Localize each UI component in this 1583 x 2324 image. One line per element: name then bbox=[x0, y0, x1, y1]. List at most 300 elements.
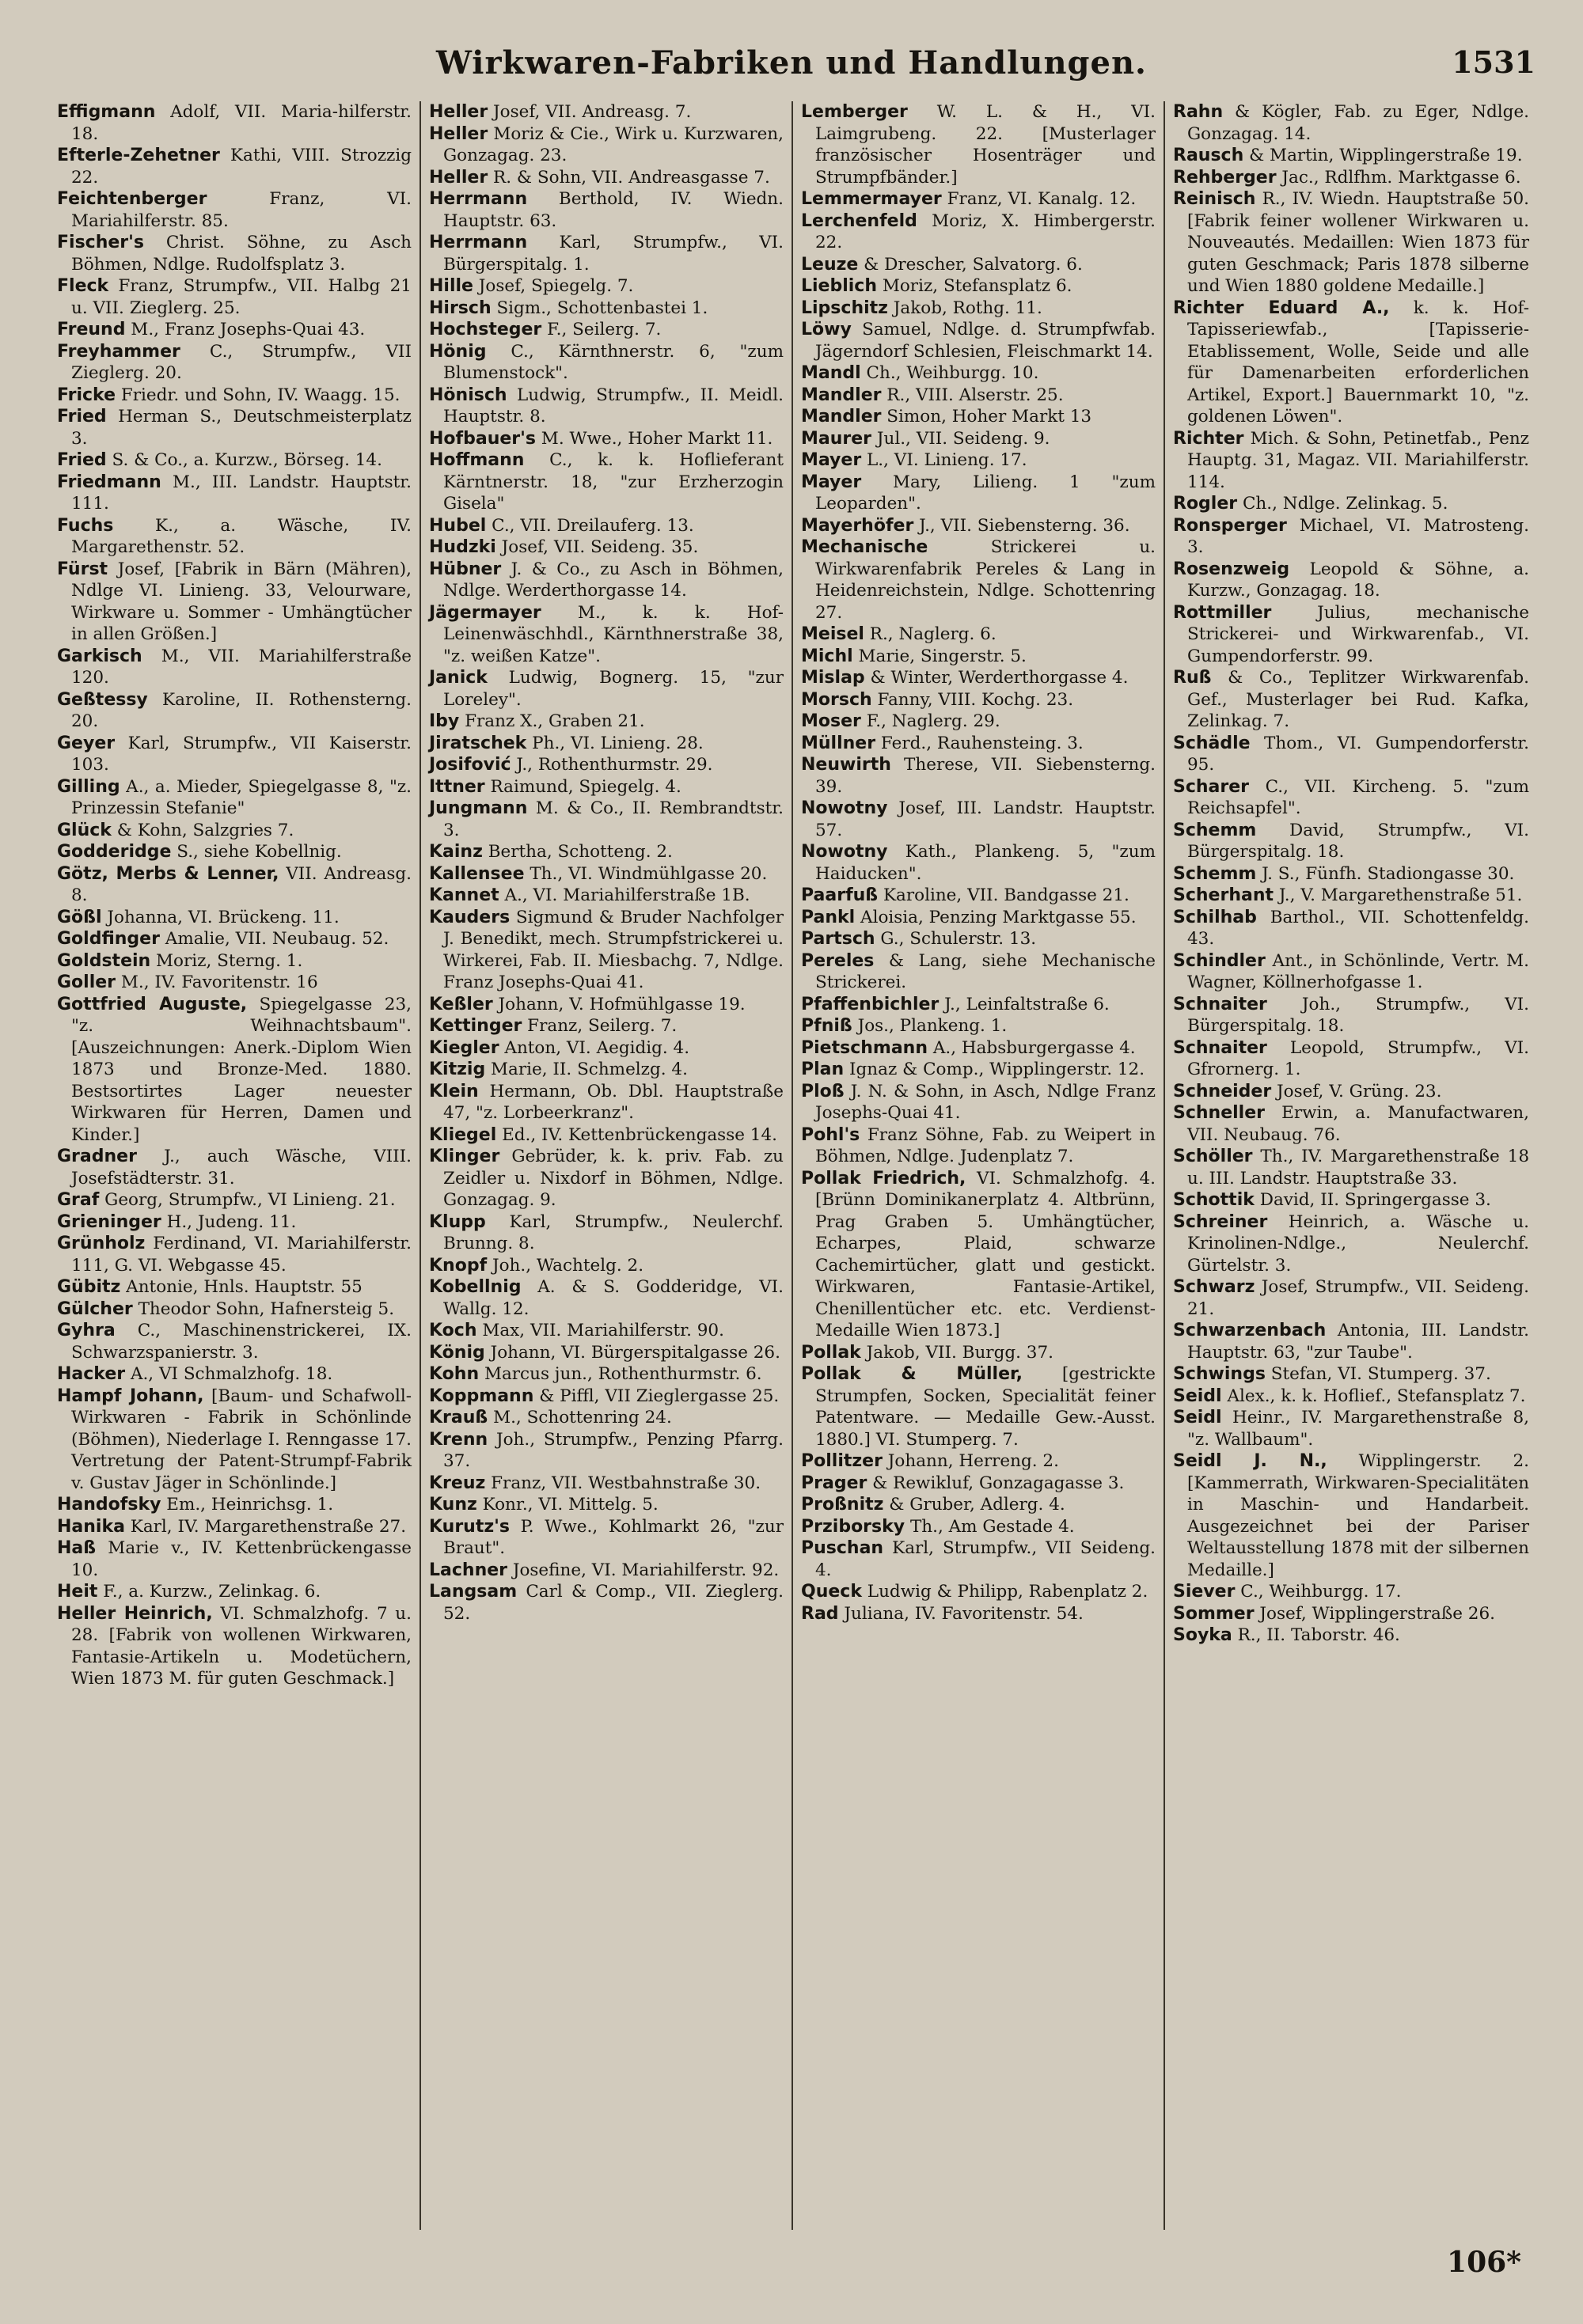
directory-entry bbox=[801, 928, 1156, 950]
entry-name: Fried bbox=[57, 450, 107, 470]
entry-details: Ferdinand, VI. Mariahilferstr. 111, G. VI. Webgasse 45. bbox=[71, 1234, 412, 1276]
directory-entry bbox=[57, 733, 412, 776]
entry-name: Gülcher bbox=[57, 1298, 133, 1319]
entry-details: J., Leinfaltstraße 6. bbox=[939, 994, 1110, 1014]
entry-details: Gebrüder, k. k. priv. Fab. zu Zeidler u. Nixdorf in Böhmen, Ndlge. Gonzagag. 9. bbox=[443, 1147, 784, 1210]
entry-name: Heller Heinrich, bbox=[57, 1603, 213, 1624]
entry-details: Antonie, Hnls. Hauptstr. 55 bbox=[120, 1277, 363, 1297]
entry-name: Meisel bbox=[801, 624, 864, 644]
directory-entry bbox=[57, 1581, 412, 1603]
directory-entry bbox=[1173, 1603, 1529, 1625]
entry-name: Scharer bbox=[1173, 776, 1250, 797]
directory-entry bbox=[801, 1037, 1156, 1060]
entry-details: A., a. Mieder, Spiegelgasse 8, "z. Prinzessin Stefanie" bbox=[71, 776, 412, 818]
entry-name: Fried bbox=[57, 407, 107, 427]
directory-entry bbox=[429, 754, 784, 776]
directory-entry bbox=[429, 1015, 784, 1037]
directory-entry bbox=[57, 341, 412, 385]
entry-name: Pfaffenbichler bbox=[801, 994, 940, 1014]
directory-entry bbox=[429, 1429, 784, 1473]
directory-entry bbox=[57, 449, 412, 472]
entry-name: Hudzki bbox=[429, 537, 496, 557]
directory-entry bbox=[1173, 1407, 1529, 1450]
directory-entry bbox=[801, 1603, 1156, 1625]
entry-name: Glück bbox=[57, 820, 112, 840]
directory-entry bbox=[429, 167, 784, 189]
entry-details: M., III. Landstr. Hauptstr. 111. bbox=[71, 472, 412, 514]
entry-details: Franz, VI. Mariahilferstr. 85. bbox=[71, 189, 412, 231]
entry-details: J. N. & Sohn, in Asch, Ndlge Franz Josephs-Quai 41. bbox=[815, 1081, 1156, 1123]
entry-details: Stefan, VI. Stumperg. 37. bbox=[1265, 1364, 1491, 1384]
entry-details: David, II. Springergasse 3. bbox=[1254, 1190, 1491, 1210]
directory-entry bbox=[57, 841, 412, 863]
directory-entry bbox=[1173, 559, 1529, 602]
entry-details: Ph., VI. Linieng. 28. bbox=[526, 733, 704, 753]
directory-entry bbox=[429, 863, 784, 885]
entry-name: Lachner bbox=[429, 1560, 507, 1580]
entry-details: Adolf, VII. Maria-hilferstr. 18. bbox=[71, 102, 412, 144]
entry-details: & Piffl, VII Zieglergasse 25. bbox=[533, 1386, 780, 1406]
directory-entry bbox=[1173, 950, 1529, 994]
entry-details: C., VII. Dreilauferg. 13. bbox=[486, 515, 694, 536]
entry-name: Hanika bbox=[57, 1516, 125, 1537]
directory-entry bbox=[57, 1146, 412, 1189]
entry-details: Alex., k. k. Hoflief., Stefansplatz 7. bbox=[1221, 1386, 1526, 1406]
entry-name: Ploß bbox=[801, 1081, 845, 1101]
entry-name: Schemm bbox=[1173, 820, 1257, 840]
entry-details: k. k. Hof-Tapisseriewfab., [Tapisserie-Etablissement, Wolle, Seide und alle für Damenarbeiten erforderlichen Artikel, Export.] Bauernmarkt 10, "z. goldenen Löwen". bbox=[1187, 298, 1529, 427]
directory-entry bbox=[429, 449, 784, 515]
entry-details: Juliana, IV. Favoritenstr. 54. bbox=[838, 1603, 1084, 1624]
directory-entry bbox=[57, 1298, 412, 1321]
entry-details: Em., Heinrichsg. 1. bbox=[161, 1495, 334, 1515]
entry-details: Erwin, a. Manufactwaren, VII. Neubaug. 76. bbox=[1187, 1103, 1529, 1145]
entry-name: Hampf Johann, bbox=[57, 1386, 204, 1406]
page-number: 1531 bbox=[1452, 44, 1536, 80]
entry-details: J. S., Fünfh. Stadiongasse 30. bbox=[1256, 863, 1515, 884]
entry-name: Jungmann bbox=[429, 798, 528, 818]
entry-details: F., Seilerg. 7. bbox=[541, 320, 662, 339]
entry-name: Prziborsky bbox=[801, 1516, 905, 1537]
directory-entry bbox=[801, 1363, 1156, 1450]
entry-details: Joh., Strumpfw., VI. Bürgerspitalg. 18. bbox=[1187, 994, 1529, 1036]
entry-name: Schwings bbox=[1173, 1364, 1266, 1384]
entry-details: Karoline, VII. Bandgasse 21. bbox=[878, 885, 1129, 905]
directory-entry bbox=[801, 515, 1156, 537]
entry-name: Pfniß bbox=[801, 1016, 852, 1036]
entry-name: Lieblich bbox=[801, 276, 878, 296]
entry-name: Richter Eduard A., bbox=[1173, 298, 1390, 318]
directory-entry bbox=[57, 101, 412, 145]
entry-details: Jakob, VII. Burgg. 37. bbox=[860, 1342, 1053, 1363]
entry-details: Sigmund & Bruder Nachfolger J. Benedikt, mech. Strumpfstrickerei u. Wirkerei, Fab. II. Miesbachg. 7, Ndlge. Franz Josephs-Quai 41. bbox=[443, 907, 784, 992]
entry-name: Kliegel bbox=[429, 1124, 497, 1145]
entry-details: Carl & Comp., VII. Zieglerg. 52. bbox=[443, 1582, 784, 1624]
entry-name: Klupp bbox=[429, 1211, 486, 1232]
entry-details: Amalie, VII. Neubaug. 52. bbox=[159, 929, 389, 949]
directory-entry bbox=[801, 1537, 1156, 1581]
entry-name: Kitzig bbox=[429, 1060, 486, 1079]
entry-details: Heinrich, a. Wäsche u. Krinolinen-Ndlge., Neulerchf. Gürtelstr. 3. bbox=[1187, 1211, 1529, 1276]
directory-entry bbox=[429, 1342, 784, 1364]
entry-details: & Lang, siehe Mechanische Strickerei. bbox=[815, 950, 1156, 992]
directory-entry bbox=[57, 1494, 412, 1516]
entry-name: Hönisch bbox=[429, 385, 507, 405]
entry-name: Müllner bbox=[801, 733, 876, 753]
entry-details: Josef, Strumpfw., VII. Seideng. 21. bbox=[1187, 1277, 1529, 1319]
entry-name: Janick bbox=[429, 668, 488, 688]
directory-entry bbox=[801, 101, 1156, 188]
entry-name: Maurer bbox=[801, 428, 872, 449]
entry-details: A., Habsburgergasse 4. bbox=[928, 1037, 1136, 1058]
directory-entry bbox=[801, 406, 1156, 428]
entry-name: Proßnitz bbox=[801, 1495, 884, 1515]
entry-name: Partsch bbox=[801, 929, 875, 949]
entry-details: S. & Co., a. Kurzw., Börseg. 14. bbox=[106, 450, 382, 470]
entry-name: Rogler bbox=[1173, 494, 1238, 514]
directory-entry bbox=[57, 1233, 412, 1276]
entry-details: Mary, Lilieng. 1 "zum Leoparden". bbox=[815, 472, 1156, 514]
entry-details: Josef, III. Landstr. Hauptstr. 57. bbox=[815, 798, 1156, 840]
entry-details: R., IV. Wiedn. Hauptstraße 50. [Fabrik feiner wollener Wirkwaren u. Nouveautés. Medaillen: Wien 1873 für guten Geschmack; Paris 1878 silberne und Wien 1880 goldene Medaille.] bbox=[1187, 189, 1529, 296]
directory-entry bbox=[1173, 1146, 1529, 1189]
entry-name: Herrmann bbox=[429, 189, 528, 209]
directory-entry bbox=[801, 1450, 1156, 1473]
directory-entry bbox=[57, 145, 412, 188]
directory-entry bbox=[429, 101, 784, 123]
directory-entry bbox=[57, 1211, 412, 1234]
directory-entry bbox=[801, 950, 1156, 994]
entry-name: Löwy bbox=[801, 320, 852, 339]
directory-entry bbox=[429, 341, 784, 385]
directory-entry bbox=[801, 298, 1156, 320]
directory-entry bbox=[801, 798, 1156, 841]
entry-details: M., Schottenring 24. bbox=[488, 1408, 672, 1427]
directory-entry bbox=[801, 385, 1156, 407]
entry-details: Ludwig, Bognerg. 15, "zur Loreley". bbox=[443, 668, 784, 710]
entry-details: C., Strumpfw., VII Zieglerg. 20. bbox=[71, 341, 412, 383]
entry-details: Samuel, Ndlge. d. Strumpfwfab. Jägerndorf Schlesien, Fleischmarkt 14. bbox=[815, 320, 1156, 362]
entry-name: Effigmann bbox=[57, 102, 156, 122]
entry-details: & Kohn, Salzgries 7. bbox=[111, 820, 294, 840]
signature-mark: 106* bbox=[1447, 2246, 1521, 2279]
entry-details: J., VII. Siebensterng. 36. bbox=[913, 515, 1130, 536]
entry-details: Berthold, IV. Wiedn. Hauptstr. 63. bbox=[443, 189, 784, 231]
directory-entry bbox=[57, 1386, 412, 1495]
directory-entry bbox=[429, 1516, 784, 1560]
entry-details: R., II. Taborstr. 46. bbox=[1232, 1625, 1400, 1645]
entry-name: Nowotny bbox=[801, 842, 888, 862]
entry-name: Schneller bbox=[1173, 1103, 1265, 1123]
entry-name: Morsch bbox=[801, 689, 872, 710]
directory-entry bbox=[429, 232, 784, 275]
entry-name: Rottmiller bbox=[1173, 602, 1272, 623]
entry-name: Ronsperger bbox=[1173, 515, 1287, 536]
entry-details: Konr., VI. Mittelg. 5. bbox=[476, 1495, 659, 1515]
directory-entry bbox=[57, 863, 412, 907]
entry-details: Heinr., IV. Margarethenstraße 8, "z. Wallbaum". bbox=[1187, 1408, 1529, 1450]
directory-entry bbox=[1173, 733, 1529, 776]
entry-name: Rosenzweig bbox=[1173, 559, 1290, 579]
directory-entry bbox=[57, 994, 412, 1147]
entry-details: C., Maschinenstrickerei, IX. Schwarzspanierstr. 3. bbox=[71, 1321, 412, 1363]
directory-entry bbox=[1173, 820, 1529, 863]
entry-details: Marie v., IV. Kettenbrückengasse 10. bbox=[71, 1538, 412, 1580]
entry-details: H., Judeng. 11. bbox=[161, 1211, 297, 1232]
entry-name: Schnaiter bbox=[1173, 994, 1267, 1014]
entry-name: Heller bbox=[429, 123, 488, 144]
entry-name: Heller bbox=[429, 102, 488, 122]
entry-name: Friedmann bbox=[57, 472, 161, 492]
entry-details: VI. Schmalzhofg. 7 u. 28. [Fabrik von wollenen Wirkwaren, Fantasie-Artikeln u. Modetüchern, Wien 1873 M. für guten Geschmack.] bbox=[71, 1603, 412, 1689]
entry-name: Schädle bbox=[1173, 733, 1251, 753]
entry-details: Marie, II. Schmelzg. 4. bbox=[485, 1060, 688, 1079]
directory-entry bbox=[1173, 776, 1529, 820]
entry-name: Pollak Friedrich, bbox=[801, 1168, 966, 1189]
entry-name: Mandl bbox=[801, 363, 861, 383]
entry-details: C., VII. Kircheng. 5. "zum Reichsapfel". bbox=[1187, 776, 1529, 818]
directory-entry bbox=[801, 754, 1156, 798]
entry-name: Fricke bbox=[57, 385, 116, 405]
entry-details: Ch., Weihburgg. 10. bbox=[860, 363, 1039, 383]
entry-name: Schindler bbox=[1173, 950, 1266, 971]
entry-name: Paarfuß bbox=[801, 885, 879, 905]
entry-name: Hochsteger bbox=[429, 320, 542, 339]
directory-entry bbox=[57, 972, 412, 994]
entry-name: Mayerhöfer bbox=[801, 515, 914, 536]
entry-name: Heit bbox=[57, 1582, 98, 1602]
entry-name: Gradner bbox=[57, 1147, 137, 1166]
entry-name: Haß bbox=[57, 1538, 97, 1558]
directory-entry bbox=[429, 319, 784, 341]
entry-name: Grieninger bbox=[57, 1211, 161, 1232]
entry-name: Fischer's bbox=[57, 233, 144, 252]
entry-name: Jägermayer bbox=[429, 602, 541, 623]
entry-details: Mich. & Sohn, Petinetfab., Penz Hauptg. 31, Magaz. VII. Mariahilferstr. 114. bbox=[1187, 428, 1529, 492]
directory-entry bbox=[429, 1320, 784, 1342]
entry-details: Ferd., Rauhensteing. 3. bbox=[875, 733, 1084, 753]
entry-details: David, Strumpfw., VI. Bürgerspitalg. 18. bbox=[1187, 820, 1529, 862]
directory-entry bbox=[1173, 907, 1529, 950]
entry-details: Josefine, VI. Mariahilferstr. 92. bbox=[507, 1560, 780, 1580]
directory-entry bbox=[57, 646, 412, 689]
entry-name: Rehberger bbox=[1173, 167, 1277, 188]
directory-entry bbox=[429, 1059, 784, 1081]
entry-name: Schnaiter bbox=[1173, 1037, 1267, 1058]
directory-entry bbox=[801, 1124, 1156, 1168]
entry-details: & Gruber, Adlerg. 4. bbox=[883, 1495, 1065, 1515]
directory-entry bbox=[429, 1124, 784, 1147]
directory-entry bbox=[429, 711, 784, 733]
entry-details: Josef, Wipplingerstraße 26. bbox=[1254, 1603, 1495, 1624]
directory-entry bbox=[429, 885, 784, 907]
directory-entry bbox=[1173, 1363, 1529, 1386]
entry-details: Therese, VII. Siebensterng. 39. bbox=[815, 755, 1156, 797]
entry-details: Friedr. und Sohn, IV. Waagg. 15. bbox=[116, 385, 400, 405]
entry-name: Kreuz bbox=[429, 1473, 486, 1493]
directory-entry bbox=[57, 776, 412, 820]
directory-entry bbox=[57, 1363, 412, 1386]
entry-name: Keßler bbox=[429, 994, 493, 1014]
directory-entry bbox=[429, 1037, 784, 1060]
directory-entry bbox=[801, 472, 1156, 515]
entry-name: Mislap bbox=[801, 668, 865, 688]
entry-details: & Winter, Werderthorgasse 4. bbox=[864, 668, 1129, 688]
entry-details: Theodor Sohn, Hafnersteig 5. bbox=[132, 1298, 395, 1319]
column-1 bbox=[49, 101, 421, 2230]
directory-entry bbox=[429, 1473, 784, 1495]
entry-details: Franz Söhne, Fab. zu Weipert in Böhmen, Ndlge. Judenplatz 7. bbox=[815, 1124, 1156, 1166]
directory-entry bbox=[1173, 1276, 1529, 1320]
directory-entry bbox=[57, 406, 412, 449]
directory-entry bbox=[1173, 101, 1529, 145]
entry-details: Strickerei u. Wirkwarenfabrik Pereles & Lang in Heidenreichstein, Ndlge. Schottenring 27. bbox=[815, 537, 1156, 623]
entry-details: Th., IV. Margarethenstraße 18 u. III. Landstr. Hauptstraße 33. bbox=[1187, 1147, 1529, 1189]
entry-name: Gottfried Auguste, bbox=[57, 994, 248, 1014]
entry-details: & Co., Teplitzer Wirkwarenfab. Gef., Musterlager bei Rud. Kafka, Zelinkag. 7. bbox=[1187, 668, 1529, 731]
entry-details: J., auch Wäsche, VIII. Josefstädterstr. 31. bbox=[71, 1147, 412, 1189]
directory-entry bbox=[801, 841, 1156, 885]
entry-details: J., Rothenthurmstr. 29. bbox=[511, 755, 713, 775]
entry-name: Pankl bbox=[801, 907, 856, 927]
entry-name: Neuwirth bbox=[801, 755, 891, 775]
entry-name: König bbox=[429, 1342, 485, 1363]
entry-name: Pollak & Müller, bbox=[801, 1364, 1023, 1384]
entry-name: Plan bbox=[801, 1060, 845, 1079]
entry-details: A. & S. Godderidge, VI. Wallg. 12. bbox=[443, 1277, 784, 1319]
entry-details: Jac., Rdlfhm. Marktgasse 6. bbox=[1276, 167, 1521, 188]
entry-name: Ittner bbox=[429, 776, 485, 797]
directory-entry bbox=[801, 319, 1156, 362]
entry-details: Th., VI. Windmühlgasse 20. bbox=[524, 863, 768, 884]
entry-name: Lemmermayer bbox=[801, 189, 942, 209]
directory-entry bbox=[1173, 1189, 1529, 1211]
entry-name: Scherhant bbox=[1173, 885, 1274, 905]
entry-name: Garkisch bbox=[57, 646, 142, 666]
entry-details: Franz, Seilerg. 7. bbox=[522, 1016, 678, 1036]
directory-entry bbox=[1173, 1320, 1529, 1363]
directory-entry bbox=[801, 646, 1156, 668]
entry-name: Herrmann bbox=[429, 233, 528, 252]
directory-entry bbox=[801, 1168, 1156, 1342]
entry-name: Moser bbox=[801, 711, 861, 731]
entry-name: Rad bbox=[801, 1603, 839, 1624]
entry-name: Koch bbox=[429, 1321, 477, 1340]
directory-entry bbox=[801, 536, 1156, 624]
directory-entry bbox=[1173, 1081, 1529, 1103]
entry-name: Kurutz's bbox=[429, 1516, 510, 1537]
entry-details: Jul., VII. Seideng. 9. bbox=[871, 428, 1050, 449]
entry-name: Hübner bbox=[429, 559, 502, 579]
entry-name: Knopf bbox=[429, 1255, 488, 1276]
entry-name: Heller bbox=[429, 167, 488, 188]
directory-entry bbox=[801, 1494, 1156, 1516]
entry-name: Kainz bbox=[429, 842, 483, 862]
entry-details: Ant., in Schönlinde, Vertr. M. Wagner, Köllnerhofgasse 1. bbox=[1187, 950, 1529, 992]
entry-name: Seidl J. N., bbox=[1173, 1451, 1327, 1471]
entry-name: Grünholz bbox=[57, 1234, 146, 1253]
directory-entry bbox=[429, 841, 784, 863]
entry-name: Gyhra bbox=[57, 1321, 116, 1340]
entry-details: Anton, VI. Aegidig. 4. bbox=[499, 1037, 690, 1058]
entry-name: Klein bbox=[429, 1081, 479, 1101]
directory-entry bbox=[57, 559, 412, 646]
entry-details: Karl, Strumpfw., VII Kaiserstr. 103. bbox=[71, 733, 412, 775]
directory-entry bbox=[429, 602, 784, 668]
directory-entry bbox=[801, 1473, 1156, 1495]
entry-details: Karl, Strumpfw., Neulerchf. Brunng. 8. bbox=[443, 1211, 784, 1253]
entry-name: Graf bbox=[57, 1190, 100, 1210]
entry-name: Kauders bbox=[429, 907, 511, 927]
directory-entry bbox=[429, 1386, 784, 1408]
directory-entry bbox=[429, 1255, 784, 1277]
entry-name: Efterle-Zehetner bbox=[57, 146, 220, 165]
entry-details: Spiegelgasse 23, "z. Weihnachtsbaum". [Auszeichnungen: Anerk.-Diplom Wien 1873 und Bronze-Med. 1880. Bestsortirtes Lager neuester Wirkwaren für Herren, Damen und Kinder.] bbox=[71, 994, 412, 1145]
entry-name: Freyhammer bbox=[57, 341, 180, 362]
entry-name: Krenn bbox=[429, 1429, 488, 1450]
directory-columns bbox=[49, 101, 1537, 2230]
directory-entry bbox=[1173, 667, 1529, 733]
entry-name: Seidl bbox=[1173, 1386, 1222, 1406]
entry-name: Pollitzer bbox=[801, 1451, 883, 1471]
entry-details: Franz X., Graben 21. bbox=[459, 711, 645, 731]
directory-entry bbox=[429, 1363, 784, 1386]
directory-entry bbox=[1173, 863, 1529, 885]
entry-name: Mandler bbox=[801, 385, 882, 405]
directory-entry bbox=[57, 385, 412, 407]
entry-name: Geßtessy bbox=[57, 689, 148, 710]
directory-entry bbox=[429, 275, 784, 298]
entry-name: Hönig bbox=[429, 341, 487, 362]
directory-entry bbox=[1173, 1102, 1529, 1146]
directory-entry bbox=[57, 689, 412, 733]
entry-details: Franz, VII. Westbahnstraße 30. bbox=[485, 1473, 761, 1493]
entry-details: Josef, V. Grüng. 23. bbox=[1271, 1081, 1442, 1101]
directory-entry bbox=[801, 994, 1156, 1016]
entry-name: Goldfinger bbox=[57, 929, 160, 949]
entry-details: F., a. Kurzw., Zelinkag. 6. bbox=[97, 1582, 321, 1602]
entry-name: Jiratschek bbox=[429, 733, 527, 753]
directory-entry bbox=[801, 1516, 1156, 1538]
directory-entry bbox=[801, 733, 1156, 755]
directory-entry bbox=[801, 449, 1156, 472]
entry-name: Hacker bbox=[57, 1364, 126, 1384]
entry-name: Kiegler bbox=[429, 1037, 499, 1058]
directory-entry bbox=[429, 428, 784, 450]
directory-entry bbox=[429, 1581, 784, 1625]
entry-name: Langsam bbox=[429, 1582, 518, 1602]
entry-name: Reinisch bbox=[1173, 189, 1256, 209]
entry-name: Freund bbox=[57, 320, 126, 339]
entry-name: Fuchs bbox=[57, 515, 114, 536]
directory-entry bbox=[801, 210, 1156, 254]
entry-name: Lemberger bbox=[801, 102, 908, 122]
entry-details: Leopold, Strumpfw., VI. Gfrornerg. 1. bbox=[1187, 1037, 1529, 1079]
entry-details: Moriz, Stefansplatz 6. bbox=[877, 276, 1072, 296]
directory-entry bbox=[57, 472, 412, 515]
entry-details: M. & Co., II. Rembrandtstr. 3. bbox=[443, 798, 784, 840]
directory-entry bbox=[57, 515, 412, 559]
directory-entry bbox=[801, 1015, 1156, 1037]
entry-details: Josef, VII. Andreasg. 7. bbox=[488, 102, 692, 122]
entry-name: Seidl bbox=[1173, 1408, 1222, 1427]
directory-entry bbox=[57, 1603, 412, 1690]
entry-details: P. Wwe., Kohlmarkt 26, "zur Braut". bbox=[443, 1516, 784, 1558]
entry-name: Leuze bbox=[801, 254, 859, 275]
directory-entry bbox=[429, 298, 784, 320]
entry-details: C., Kärnthnerstr. 6, "zum Blumenstock". bbox=[443, 341, 784, 383]
directory-entry bbox=[429, 798, 784, 841]
